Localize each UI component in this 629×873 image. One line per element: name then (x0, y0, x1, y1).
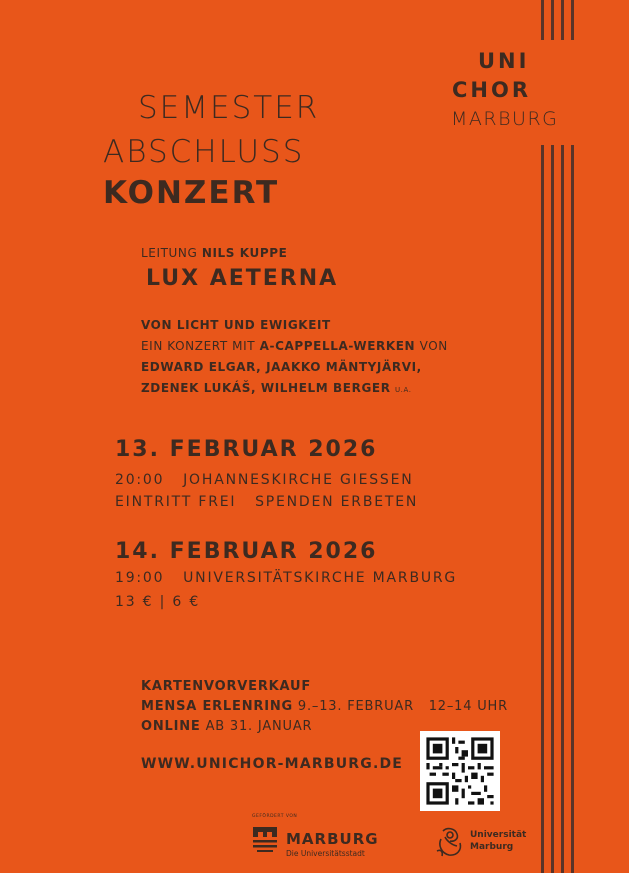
qr-code-icon (420, 731, 500, 811)
concert-2-venue: UNIVERSITÄTSKIRCHE MARBURG (183, 570, 458, 586)
university-name-line-2: Marburg (470, 842, 514, 852)
concert-2-time-venue (115, 565, 457, 591)
description-line-2 (141, 336, 448, 357)
logo-chor: CHOR (452, 78, 532, 102)
composers-line: ZDENEK LUKÁŠ, WILHELM BERGER (141, 381, 391, 395)
composers-suffix: U.A. (394, 386, 412, 394)
description-line-4 (141, 378, 412, 401)
presale-mensa (141, 696, 508, 717)
presale-heading: KARTENVORVERKAUF (141, 679, 312, 694)
concert-2-info: 13 € | 6 € (115, 594, 201, 610)
description-line-2-b: A-CAPPELLA-WERKEN (259, 339, 416, 353)
concert-1-info: EINTRITT FREI SPENDEN ERBETEN (115, 494, 419, 510)
conductor-line (141, 243, 287, 264)
description-line-1: VON LICHT UND EWIGKEIT (141, 318, 331, 332)
marburg-city-logo-icon (251, 823, 279, 853)
qr-code[interactable] (420, 731, 500, 811)
concert-2-time: 19:00 (115, 570, 165, 586)
description-line-2-a: EIN KONZERT MIT (141, 339, 260, 353)
website-link[interactable]: WWW.UNICHOR-MARBURG.DE (141, 756, 404, 772)
conductor-prefix: LEITUNG (141, 246, 198, 260)
concert-1-date: 13. FEBRUAR 2026 (115, 437, 378, 462)
logo-marburg: MARBURG (451, 108, 559, 130)
description-line-2-c: VON (415, 339, 448, 353)
title-line-2: ABSCHLUSS (103, 134, 305, 170)
concert-2-date: 14. FEBRUAR 2026 (115, 539, 378, 564)
online-label: ONLINE (141, 719, 201, 734)
description-line-3: EDWARD ELGAR, JAAKKO MÄNTYJÄRVI, (141, 360, 422, 374)
mensa-label: MENSA ERLENRING (141, 699, 293, 714)
logo-uni: UNI (478, 49, 530, 73)
university-name-line-1: Universität (470, 830, 527, 840)
online-detail: AB 31. JANUAR (205, 719, 313, 734)
conductor-name: NILS KUPPE (201, 246, 288, 260)
university-logo-icon (433, 825, 467, 859)
concert-1-venue: JOHANNESKIRCHE GIESSEN (183, 472, 414, 488)
mensa-detail: 9.–13. FEBRUAR 12–14 UHR (297, 699, 508, 714)
concert-1-time: 20:00 (115, 472, 165, 488)
funded-by-label: GEFÖRDERT VON (252, 814, 298, 819)
title-line-1: SEMESTER (138, 90, 320, 126)
city-tagline: Die Universitätsstadt (286, 849, 365, 858)
program-title: LUX AETERNA (146, 266, 339, 291)
title-line-3: KONZERT (103, 175, 280, 211)
presale-online (141, 716, 312, 737)
city-name: MARBURG (286, 830, 379, 848)
